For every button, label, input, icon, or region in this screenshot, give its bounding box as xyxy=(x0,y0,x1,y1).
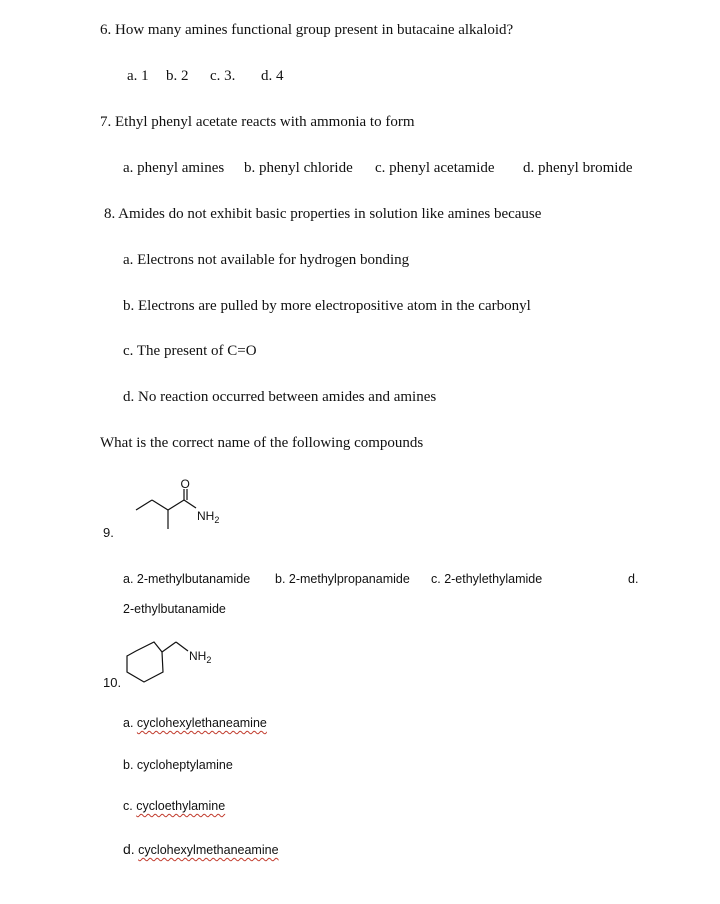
q10-option-a-letter: a. xyxy=(123,716,134,730)
q9-skeletal-bonds xyxy=(136,489,196,529)
q9-structure-diagram xyxy=(130,476,230,538)
q10-number: 10. xyxy=(103,675,122,690)
q7-option-a: a. phenyl amines xyxy=(123,160,225,176)
q10-option-c xyxy=(123,800,225,813)
q9-number: 9. xyxy=(103,525,114,540)
q10-option-d-letter: d. xyxy=(123,841,135,857)
question-6: 6. How many amines functional group present in butacaine alkaloid? xyxy=(100,22,514,38)
q9-oxygen-label: O xyxy=(180,477,190,491)
q7-option-d: d. phenyl bromide xyxy=(523,160,633,176)
q10-option-b-text: cycloheptylamine xyxy=(136,758,233,772)
q9-option-a: a. 2-methylbutanamide xyxy=(123,572,251,586)
q9-option-d-letter: d. xyxy=(628,572,639,586)
q10-option-d-text: cyclohexylmethaneamine xyxy=(138,843,279,857)
q6-option-b: b. 2 xyxy=(166,68,189,84)
q8-option-c: c. The present of C=O xyxy=(123,343,257,359)
q8-option-b: b. Electrons are pulled by more electropositive atom in the carbonyl xyxy=(123,298,531,314)
q7-option-b: b. phenyl chloride xyxy=(244,160,353,176)
q6-option-c: c. 3. xyxy=(210,68,236,84)
q9-option-c: c. 2-ethylethylamide xyxy=(431,572,543,586)
q10-amine-label: $NH_2$ xyxy=(189,649,212,665)
question-8: 8. Amides do not exhibit basic properties in solution like amines because xyxy=(104,206,542,222)
q6-option-d: d. 4 xyxy=(261,68,284,84)
q10-option-a xyxy=(123,717,267,730)
q10-skeletal-bonds xyxy=(127,642,188,682)
q6-option-a: a. 1 xyxy=(127,68,149,84)
q9-option-b: b. 2-methylpropanamide xyxy=(275,572,410,586)
q9-amine-label: $NH_2$ xyxy=(197,509,220,525)
q8-option-d: d. No reaction occurred between amides and amines xyxy=(123,389,437,405)
q9-option-d-text: 2-ethylbutanamide xyxy=(123,602,226,616)
q8-option-a: a. Electrons not available for hydrogen bonding xyxy=(123,252,410,268)
q10-option-b xyxy=(123,759,233,772)
q10-structure-diagram xyxy=(120,638,230,688)
q10-option-c-letter: c. xyxy=(123,799,133,813)
question-7: 7. Ethyl phenyl acetate reacts with ammonia to form xyxy=(100,114,415,130)
cyclohexane-ring xyxy=(127,642,163,682)
section-heading: What is the correct name of the following compounds xyxy=(100,435,424,451)
q10-option-b-letter: b. xyxy=(123,758,134,772)
q10-option-a-text: cyclohexylethaneamine xyxy=(136,716,267,730)
q10-option-c-text: cycloethylamine xyxy=(136,799,226,813)
q10-option-d xyxy=(123,842,279,857)
q7-option-c: c. phenyl acetamide xyxy=(375,160,495,176)
